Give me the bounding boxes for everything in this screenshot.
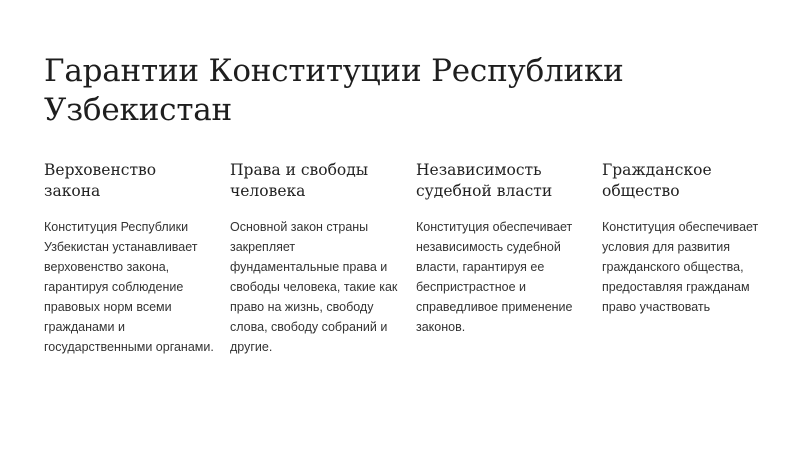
column-heading: Права и свободы человека [230,161,369,200]
column-civil-society [602,160,774,314]
column-text: Конституция Республики Узбекистан устанавливает верховенство закона, гарантируя соблюдение правовых норм всеми гражданами и государственными органами. [44,220,214,354]
column-text: Основной закон страны закрепляет фундаментальные права и свободы человека, такие как право на жизнь, свободу слова, свободу собраний и другие. [230,220,398,354]
column-human-rights [230,160,402,354]
column-heading: Независимость судебной власти [416,161,553,200]
column-text: Конституция обеспечивает независимость судебной власти, гарантируя ее беспристрастное и справедливое применение законов. [416,220,573,334]
column-heading: Гражданское общество [602,161,712,200]
column-text: Конституция обеспечивает условия для развития гражданского общества, предоставляя гражданам право участвовать [602,220,759,314]
page-title: Гарантии Конституции Республики Узбекистан [44,53,624,128]
column-heading: Верховенство закона [44,161,157,200]
column-judicial-independence [416,160,588,334]
column-rule-of-law [44,160,216,354]
